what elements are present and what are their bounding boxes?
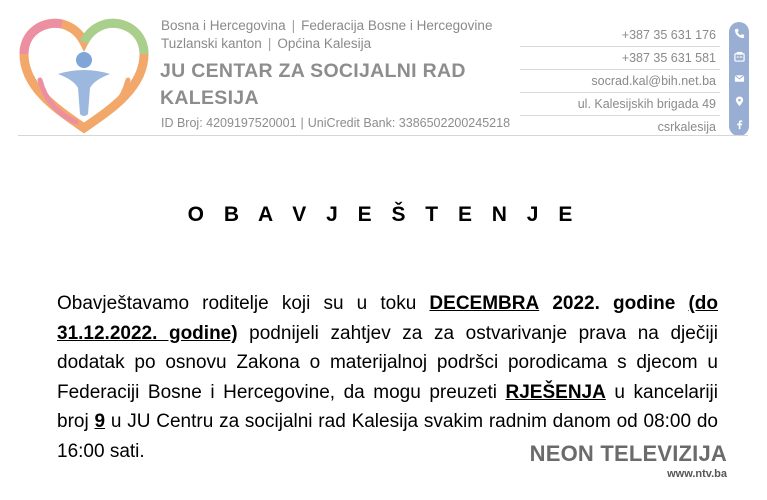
contact-list bbox=[520, 24, 720, 138]
header-divider bbox=[18, 135, 748, 136]
notice-month: DECEMBRA bbox=[429, 293, 540, 314]
notice-body bbox=[57, 289, 718, 466]
notice-decision: RJEŠENJA bbox=[505, 381, 606, 403]
federation-name: Federacija Bosne i Hercegovine bbox=[301, 18, 493, 33]
notice-text-6: u JU Centru za socijalni rad Kalesija svakim radnim danom od 08:00 do 16:00 sati. bbox=[57, 411, 718, 462]
notice-text-1: Obavještavamo roditelje koji su u toku bbox=[57, 293, 430, 314]
facebook-icon bbox=[729, 113, 749, 136]
watermark-brand: NEON TELEVIZIJA bbox=[529, 441, 727, 466]
organization-identifiers: ID Broj: 4209197520001 | UniCredit Bank: 3386502200245218 bbox=[161, 116, 511, 130]
mail-icon bbox=[729, 68, 749, 91]
fax-icon bbox=[729, 45, 749, 68]
organization-name bbox=[160, 58, 466, 112]
organization-logo bbox=[18, 18, 150, 134]
phone-icon bbox=[729, 22, 749, 45]
notice-text-4: podnijeli zahtjev za za ostvarivanje prava na dječiji dodatak po osnovu Zakona o materijalnoj podršci porodicama s djecom u Federaciji Bosne i Hercegovine, da mogu preuzeti bbox=[57, 322, 718, 403]
id-number: ID Broj: 4209197520001 bbox=[161, 116, 297, 130]
jurisdiction-lines: Bosna i Hercegovina | Federacija Bosne i Hercegovine Tuzlanski kanton | Općina Kalesija bbox=[161, 18, 493, 51]
tv-watermark bbox=[530, 441, 727, 480]
notice-text-2 bbox=[539, 293, 552, 314]
country-name: Bosna i Hercegovina bbox=[161, 18, 286, 33]
canton-name: Tuzlanski kanton bbox=[161, 36, 262, 51]
notice-year: 2022. godine bbox=[552, 293, 676, 314]
notice-deadline: (do 31.12.2022. godine) bbox=[57, 293, 718, 344]
bank-account: UniCredit Bank: 3386502200245218 bbox=[307, 116, 511, 130]
notice-room: 9 bbox=[94, 411, 106, 432]
contact-phone[interactable]: +387 35 631 176 bbox=[520, 24, 720, 47]
contact-facebook[interactable]: csrkalesija bbox=[657, 120, 716, 134]
municipality-name: Općina Kalesija bbox=[277, 36, 372, 51]
notice-text-5: u kancelariji broj bbox=[57, 381, 718, 432]
contact-icon-strip bbox=[729, 22, 749, 136]
contact-email[interactable]: socrad.kal@bih.net.ba bbox=[520, 70, 720, 93]
organization-name-line1: JU CENTAR ZA SOCIJALNI RAD bbox=[160, 60, 466, 82]
organization-name-line2: KALESIJA bbox=[160, 87, 259, 109]
location-icon bbox=[729, 90, 749, 113]
notice-text-3 bbox=[675, 293, 688, 314]
contact-address: ul. Kalesijskih brigada 49 bbox=[520, 93, 720, 116]
watermark-url: www.ntv.ba bbox=[667, 468, 727, 480]
notice-title: O B A V J E Š T E N J E bbox=[187, 203, 580, 226]
contact-fax[interactable]: +387 35 631 581 bbox=[520, 47, 720, 70]
